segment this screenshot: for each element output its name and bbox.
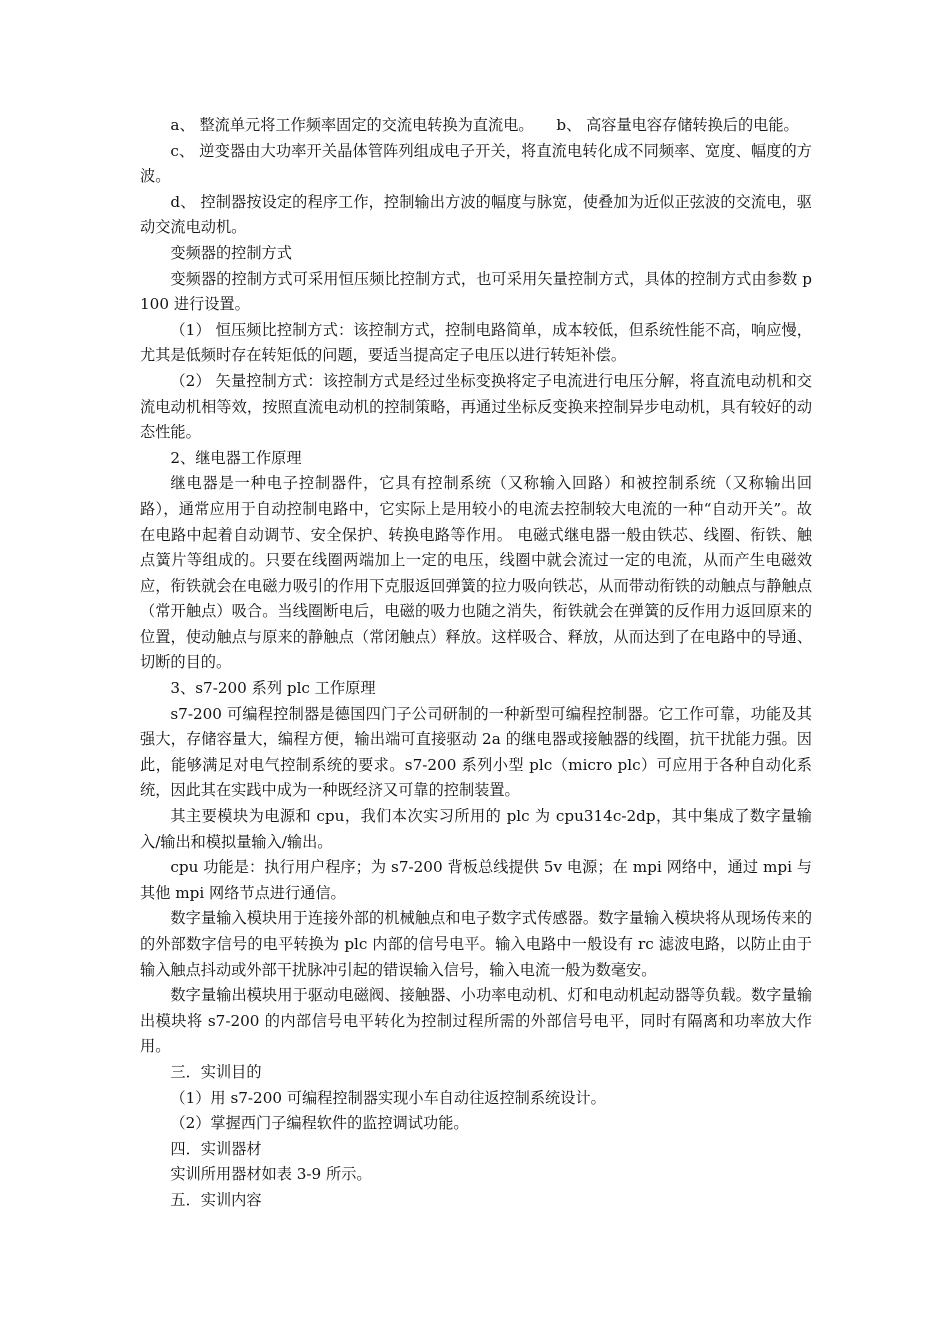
para-goal-2: （2）掌握西门子编程软件的监控调试功能。 [170, 1114, 469, 1133]
para-equipment: 实训所用器材如表 3-9 所示。 [170, 1165, 372, 1184]
para-rectifier: a、 整流单元将工作频率固定的交流电转换为直流电。 b、 高容量电容存储转换后的电能。 [170, 116, 799, 134]
heading-relay: 2、继电器工作原理 [170, 448, 302, 467]
heading-control-mode: 变频器的控制方式 [170, 243, 292, 262]
para-digital-input: 数字量输入模块用于连接外部的机械触点和电子数字式传感器。数字量输入模块将从现场传来的的外部数字信号的电平转换为 plc 内部的信号电平。输入电路中一般设有 rc 滤波电路，以防止由于输入触点抖动或外部干扰脉冲引起的错误输入信号，输入电流一般为数毫安。 [140, 909, 812, 979]
para-controller: d、 控制器按设定的程序工作，控制输出方波的幅度与脉宽，使叠加为近似正弦波的交流电，驱动交流电动机。 [140, 192, 812, 237]
para-relay: 继电器是一种电子控制器件，它具有控制系统（又称输入回路）和被控制系统（又称输出回路），通常应用于自动控制电路中，它实际上是用较小的电流去控制较大电流的一种“自动开关”。故在电路中起着自动调节、安全保护、转换电路等作用。 电磁式继电器一般由铁芯、线圈、衔铁、触点簧片等组成的。只要在线圈两端加上一定的电压，线圈中就会流过一定的电流，从而产生电磁效应，衔铁就会在电磁力吸引的作用下克服返回弹簧的拉力吸向铁芯，从而带动衔铁的动触点与静触点（常开触点）吸合。当线圈断电后，电磁的吸力也随之消失，衔铁就会在弹簧的反作用力返回原来的位置，使动触点与原来的静触点（常闭触点）释放。这样吸合、释放，从而达到了在电路中的导通、切断的目的。 [140, 474, 812, 672]
heading-training-content: 五．实训内容 [170, 1190, 262, 1209]
heading-plc: 3、s7-200 系列 plc 工作原理 [170, 679, 376, 698]
document-body [140, 113, 812, 1214]
para-inverter: c、 逆变器由大功率开关晶体管阵列组成电子开关，将直流电转化成不同频率、宽度、幅度的方波。 [140, 141, 812, 186]
para-control-mode: 变频器的控制方式可采用恒压频比控制方式，也可采用矢量控制方式，具体的控制方式由参数 p100 进行设置。 [140, 269, 812, 314]
para-plc-modules: 其主要模块为电源和 cpu，我们本次实习所用的 plc 为 cpu314c-2dp，其中集成了数字量输入/输出和模拟量输入/输出。 [140, 807, 812, 851]
para-plc-intro: s7-200 可编程控制器是德国四门子公司研制的一种新型可编程控制器。它工作可靠，功能及其强大，存储容量大，编程方便，输出端可直接驱动 2a 的继电器或接触器的线圈，抗干扰能力强。因此，能够满足对电气控制系统的要求。s7-200 系列小型 plc（micro plc）可应用于各种自动化系统，因此其在实践中成为一种既经济又可靠的控制装置。 [140, 704, 812, 800]
para-vf-control: （1） 恒压频比控制方式：该控制方式，控制电路简单，成本较低，但系统性能不高，响应慢，尤其是低频时存在转矩低的问题，要适当提高定子电压以进行转矩补偿。 [140, 320, 812, 365]
para-digital-output: 数字量输出模块用于驱动电磁阀、接触器、小功率电动机、灯和电动机起动器等负载。数字量输出模块将 s7-200 的内部信号电平转化为控制过程所需的外部信号电平，同时有隔离和功率放大作用。 [140, 986, 812, 1056]
para-cpu-function: cpu 功能是：执行用户程序；为 s7-200 背板总线提供 5v 电源；在 mpi 网络中，通过 mpi 与其他 mpi 网络节点进行通信。 [140, 858, 812, 902]
heading-training-goal: 三．实训目的 [170, 1062, 262, 1081]
heading-training-equipment: 四．实训器材 [170, 1139, 262, 1158]
para-goal-1: （1）用 s7-200 可编程控制器实现小车自动往返控制系统设计。 [170, 1088, 606, 1107]
para-vector-control: （2） 矢量控制方式：该控制方式是经过坐标变换将定子电流进行电压分解，将直流电动机和交流电动机相等效，按照直流电动机的控制策略，再通过坐标反变换来控制异步电动机，具有较好的动态性能。 [140, 371, 812, 442]
